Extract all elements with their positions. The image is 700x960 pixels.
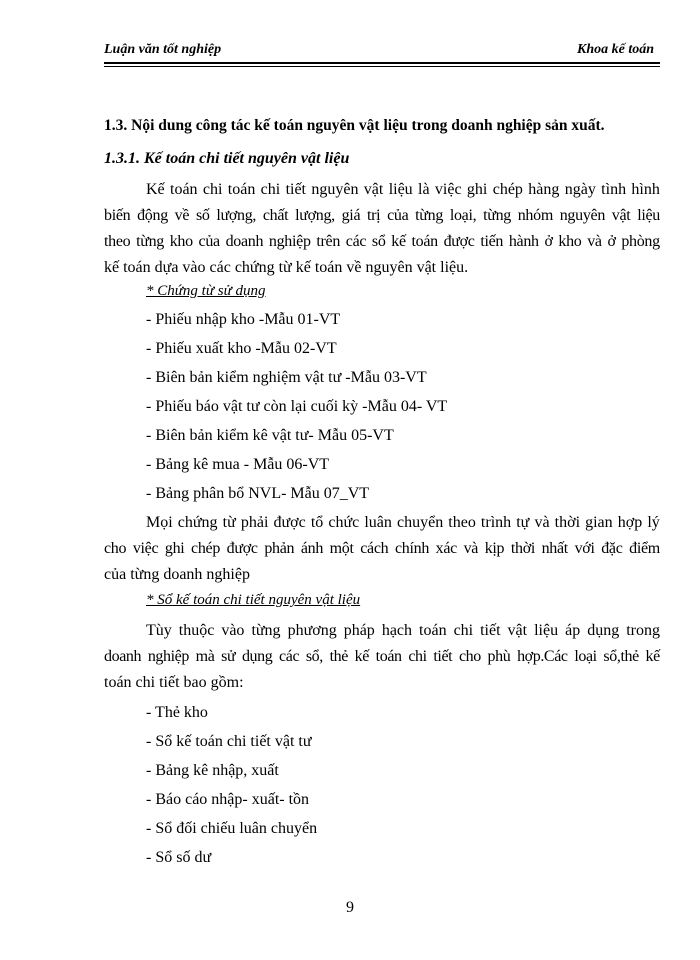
books-heading: * Sổ kế toán chi tiết nguyên vật liệu bbox=[146, 592, 361, 608]
word: chi bbox=[260, 181, 281, 198]
word: các bbox=[279, 648, 300, 665]
word: phải bbox=[240, 514, 269, 531]
word: theo bbox=[448, 514, 476, 531]
docs-item: - Biên bản kiểm nghiệm vật tư -Mẫu 03-VT bbox=[146, 369, 427, 386]
header-right-text: Khoa kế toán bbox=[576, 42, 654, 57]
word: chứng bbox=[177, 514, 218, 531]
word: toán bbox=[419, 622, 447, 639]
word: với bbox=[574, 540, 595, 557]
books-item: - Sổ đối chiếu luân chuyển bbox=[146, 820, 318, 837]
word: toán bbox=[375, 648, 402, 665]
word: thẻ bbox=[329, 648, 348, 665]
page-header bbox=[104, 40, 660, 64]
word: gian bbox=[585, 514, 613, 531]
word: ghi bbox=[466, 181, 488, 198]
word: phản bbox=[264, 540, 295, 557]
word: chuyển bbox=[396, 514, 444, 531]
word: và bbox=[463, 540, 479, 557]
word: ánh bbox=[300, 540, 324, 557]
word: toán bbox=[170, 181, 198, 198]
word: loại, bbox=[449, 207, 477, 224]
word: một bbox=[329, 540, 354, 557]
word: được bbox=[273, 514, 306, 531]
word: luân bbox=[364, 514, 392, 531]
word: tự bbox=[516, 514, 530, 531]
word: dụng bbox=[587, 622, 620, 639]
word: chức bbox=[328, 514, 360, 531]
word: toán bbox=[411, 233, 438, 250]
word: hành bbox=[508, 233, 539, 250]
docs-item: - Phiếu nhập kho -Mẫu 01-VT bbox=[146, 311, 341, 328]
page-number: 9 bbox=[346, 899, 354, 916]
word: hình bbox=[631, 181, 660, 198]
word: tiết bbox=[480, 622, 501, 639]
books-item: - Báo cáo nhập- xuất- tồn bbox=[146, 791, 310, 808]
word: Kế bbox=[146, 181, 165, 198]
word: của bbox=[198, 233, 220, 250]
word: nghiệp bbox=[147, 648, 189, 665]
word: ngày bbox=[564, 181, 596, 198]
para2-line2 bbox=[104, 540, 660, 558]
word: sổ,thẻ bbox=[603, 648, 639, 665]
word: sổ, bbox=[305, 648, 323, 665]
word: đặc bbox=[601, 540, 623, 557]
para1-line3 bbox=[104, 233, 660, 251]
word: liệu bbox=[637, 207, 660, 224]
word: sổ bbox=[371, 233, 386, 250]
word: kịp bbox=[484, 540, 505, 557]
word: và bbox=[587, 233, 602, 250]
word: thời bbox=[554, 514, 581, 531]
word: liệu bbox=[388, 181, 413, 198]
para1-line1 bbox=[146, 181, 660, 199]
word: ghi bbox=[164, 540, 185, 557]
word: phương bbox=[287, 622, 337, 639]
word: kế bbox=[354, 648, 369, 665]
word: trong bbox=[626, 622, 660, 639]
word: vật bbox=[363, 181, 384, 198]
docs-heading: * Chứng từ sử dụng bbox=[146, 283, 266, 299]
word: và bbox=[534, 514, 550, 531]
word: chép bbox=[492, 181, 523, 198]
books-item: - Thẻ kho bbox=[146, 704, 208, 721]
para1-line4: kế toán dựa vào các chứng từ kế toán về nguyên vật liệu. bbox=[104, 259, 469, 276]
books-item: - Bảng kê nhập, xuất bbox=[146, 762, 279, 779]
word: điểm bbox=[629, 540, 660, 557]
word: từng bbox=[251, 622, 281, 639]
word: pháp bbox=[343, 622, 375, 639]
docs-item: - Phiếu báo vật tư còn lại cuối kỳ -Mẫu 04- VT bbox=[146, 398, 448, 415]
word: vật bbox=[611, 207, 631, 224]
word: trên bbox=[316, 233, 341, 250]
word: lượng, bbox=[216, 207, 257, 224]
word: hợp bbox=[617, 514, 643, 531]
word: chi bbox=[453, 622, 474, 639]
word: tiến bbox=[480, 233, 504, 250]
word: từng bbox=[136, 233, 164, 250]
word: áp bbox=[565, 622, 581, 639]
word: xác bbox=[435, 540, 457, 557]
word: lý bbox=[647, 514, 660, 531]
word: tiết bbox=[433, 648, 453, 665]
word: vào bbox=[221, 622, 245, 639]
word: kho bbox=[169, 233, 193, 250]
word: dụng bbox=[241, 648, 273, 665]
word: trình bbox=[480, 514, 512, 531]
books-item: - Sổ kế toán chi tiết vật tư bbox=[146, 733, 312, 750]
para2-line3: của từng doanh nghiệp bbox=[104, 566, 250, 583]
word: Tùy bbox=[146, 622, 172, 639]
word: liệu bbox=[534, 622, 559, 639]
para3-line2 bbox=[104, 648, 660, 666]
word: nguyên bbox=[559, 207, 606, 224]
word: từ bbox=[222, 514, 236, 531]
word: Mọi bbox=[146, 514, 173, 531]
word: theo bbox=[104, 233, 131, 250]
word: doanh bbox=[104, 648, 142, 665]
word: loại bbox=[574, 648, 597, 665]
word: số bbox=[195, 207, 210, 224]
word: hợp.Các bbox=[517, 648, 568, 665]
word: các bbox=[345, 233, 367, 250]
word: chép bbox=[191, 540, 221, 557]
word: phù bbox=[487, 648, 511, 665]
word: vật bbox=[507, 622, 528, 639]
subsection-title: 1.3.1. Kế toán chi tiết nguyên vật liệu bbox=[104, 150, 350, 167]
word: giá bbox=[341, 207, 361, 224]
word: của bbox=[387, 207, 409, 224]
word: được bbox=[443, 233, 475, 250]
word: trị bbox=[367, 207, 381, 224]
word: thuộc bbox=[178, 622, 215, 639]
docs-item: - Bảng kê mua - Mẫu 06-VT bbox=[146, 456, 330, 473]
word: ở bbox=[544, 233, 553, 250]
word: tiết bbox=[285, 181, 306, 198]
word: kho bbox=[558, 233, 582, 250]
word: từng bbox=[415, 207, 444, 224]
word: hàng bbox=[528, 181, 560, 198]
word: toán bbox=[227, 181, 256, 198]
word: kế bbox=[645, 648, 660, 665]
books-item: - Sổ số dư bbox=[146, 849, 212, 866]
section-title: 1.3. Nội dung công tác kế toán nguyên vật liệu trong doanh nghiệp sản xuất. bbox=[104, 117, 605, 134]
word: chính bbox=[394, 540, 430, 557]
word: chi bbox=[202, 181, 223, 198]
word: được bbox=[226, 540, 258, 557]
word: chi bbox=[408, 648, 427, 665]
word: doanh bbox=[225, 233, 264, 250]
docs-item: - Biên bản kiểm kê vật tư- Mẫu 05-VT bbox=[146, 427, 394, 444]
word: ở bbox=[607, 233, 616, 250]
word: kế bbox=[391, 233, 406, 250]
word: chất bbox=[262, 207, 289, 224]
word: nguyên bbox=[311, 181, 359, 198]
word: biến bbox=[104, 207, 131, 224]
word: từng bbox=[483, 207, 511, 224]
word: việc bbox=[132, 540, 159, 557]
word: sử bbox=[221, 648, 236, 665]
word: động bbox=[137, 207, 168, 224]
para1-line2 bbox=[104, 207, 660, 225]
word: việc bbox=[434, 181, 462, 198]
docs-item: - Phiếu xuất kho -Mẫu 02-VT bbox=[146, 340, 337, 357]
docs-item: - Bảng phân bổ NVL- Mẫu 07_VT bbox=[146, 485, 370, 502]
word: cách bbox=[360, 540, 389, 557]
para2-line1 bbox=[146, 514, 660, 532]
para3-line3: toán chi tiết bao gồm: bbox=[104, 674, 244, 691]
word: là bbox=[418, 181, 430, 198]
word: nhất bbox=[541, 540, 568, 557]
word: lượng, bbox=[295, 207, 335, 224]
header-left-text: Luận văn tốt nghiệp bbox=[104, 42, 222, 57]
word: nghiệp bbox=[268, 233, 311, 250]
word: mà bbox=[195, 648, 215, 665]
para3-line1 bbox=[146, 622, 660, 640]
word: thời bbox=[510, 540, 535, 557]
word: cho bbox=[458, 648, 481, 665]
word: phòng bbox=[621, 233, 660, 250]
word: hạch bbox=[381, 622, 413, 639]
word: tổ bbox=[310, 514, 324, 531]
word: cho bbox=[104, 540, 127, 557]
word: nhóm bbox=[517, 207, 553, 224]
word: tình bbox=[601, 181, 627, 198]
word: về bbox=[174, 207, 190, 224]
